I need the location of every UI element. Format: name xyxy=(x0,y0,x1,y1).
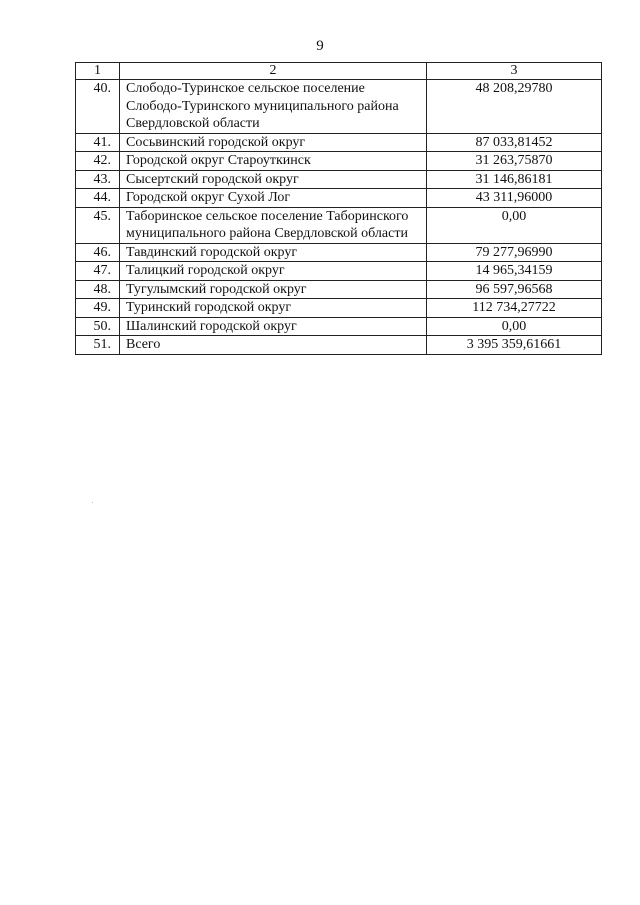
table-row xyxy=(76,280,602,299)
table-row-total xyxy=(76,336,602,355)
row-number: 50. xyxy=(76,317,120,336)
table-row xyxy=(76,317,602,336)
row-number: 48. xyxy=(76,280,120,299)
row-name: Туринский городской округ xyxy=(120,299,427,318)
row-name: Слободо-Туринское сельское поселение Слободо-Туринского муниципального района Свердловской области xyxy=(120,80,427,134)
table-row xyxy=(76,207,602,243)
row-number: 41. xyxy=(76,133,120,152)
table-row xyxy=(76,189,602,208)
row-name: Сысертский городской округ xyxy=(120,170,427,189)
row-value: 31 146,86181 xyxy=(427,170,602,189)
row-name: Сосьвинский городской округ xyxy=(120,133,427,152)
row-name: Талицкий городской округ xyxy=(120,262,427,281)
row-number: 51. xyxy=(76,336,120,355)
row-value: 0,00 xyxy=(427,317,602,336)
table-body xyxy=(76,63,602,355)
row-name: Тугулымский городской округ xyxy=(120,280,427,299)
row-value: 79 277,96990 xyxy=(427,243,602,262)
row-value: 31 263,75870 xyxy=(427,152,602,171)
table-row xyxy=(76,243,602,262)
data-table xyxy=(75,62,602,355)
row-value: 96 597,96568 xyxy=(427,280,602,299)
row-value: 112 734,27722 xyxy=(427,299,602,318)
row-name: Всего xyxy=(120,336,427,355)
row-number: 43. xyxy=(76,170,120,189)
row-number: 40. xyxy=(76,80,120,134)
row-number: 42. xyxy=(76,152,120,171)
column-header-3: 3 xyxy=(427,63,602,80)
scan-speck xyxy=(92,502,93,503)
row-number: 46. xyxy=(76,243,120,262)
table-row xyxy=(76,170,602,189)
row-number: 47. xyxy=(76,262,120,281)
column-header-1: 1 xyxy=(76,63,120,80)
row-name: Городской округ Староуткинск xyxy=(120,152,427,171)
row-value: 3 395 359,61661 xyxy=(427,336,602,355)
table-row xyxy=(76,80,602,134)
row-value: 87 033,81452 xyxy=(427,133,602,152)
table-row xyxy=(76,133,602,152)
row-value: 0,00 xyxy=(427,207,602,243)
row-number: 49. xyxy=(76,299,120,318)
row-name: Тавдинский городской округ xyxy=(120,243,427,262)
row-number: 45. xyxy=(76,207,120,243)
row-value: 14 965,34159 xyxy=(427,262,602,281)
row-value: 48 208,29780 xyxy=(427,80,602,134)
row-name: Городской округ Сухой Лог xyxy=(120,189,427,208)
column-header-2: 2 xyxy=(120,63,427,80)
table-header-row xyxy=(76,63,602,80)
row-value: 43 311,96000 xyxy=(427,189,602,208)
table-row xyxy=(76,262,602,281)
page-number: 9 xyxy=(316,38,324,54)
row-number: 44. xyxy=(76,189,120,208)
table-row xyxy=(76,152,602,171)
table-row xyxy=(76,299,602,318)
row-name: Таборинское сельское поселение Таборинского муниципального района Свердловской области xyxy=(120,207,427,243)
row-name: Шалинский городской округ xyxy=(120,317,427,336)
